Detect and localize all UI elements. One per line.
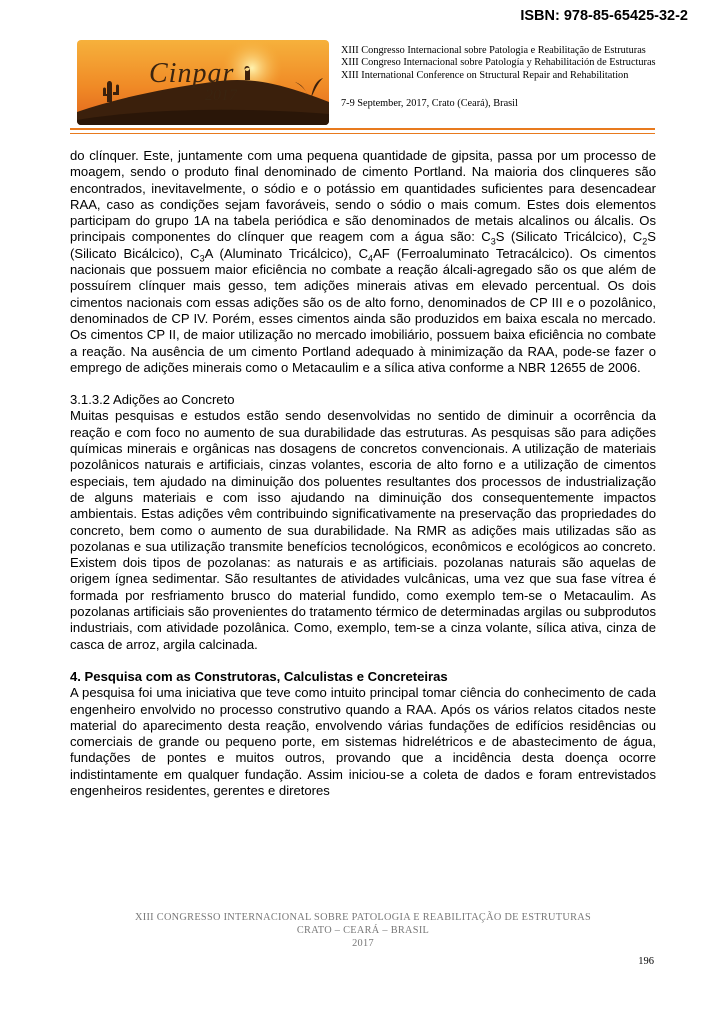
paragraph-additions: Muitas pesquisas e estudos estão sendo desenvolvidas no sentido de diminuir a ocorrência da reação e com foco no aumento de sua durabilidade das estruturas. As pesquisas são para adições químicas minerais e orgânicas nas dosagens de concretos convencionais. A utilização de materiais pozolânicos naturais e artificiais, cinzas volantes, escoria de alto forno e a utilização de cimentos especiais, tem ajudado na diminuição dos poluentes resultantes dos processos de industrialização de alguns materiais e com isso ajudando na diminuição dos consequentemente impactos ambientais. Estas adições vêm contribuindo significativamente na preservação das propriedades do concreto, bem como o aumento de sua durabilidade. Na RMR as adições mais utilizadas são as pozolanas e sua utilização transmite benefícios tecnológicos, econômicos e ecológicos ao concreto. Existem dois tipos de pozolanas: as naturais e as artificiais. pozolanas naturais são aquelas de origem ígnea sedimentar. São resultantes de atividades vulcânicas, uma vez que sua fase vítrea é formada por resfriamento brusco do material fundido, como exemplo tem-se o Metacaulim. As pozolanas artificiais são provenientes do tratamento térmico de determinadas argilas ou subprodutos industriais, com atividade pozolânica. Como, exemplo, tem-se a cinza volante, sílica ativa, cinza de casca de arroz, argila calcinada. (70, 408, 656, 652)
conference-name-pt: XIII Congresso Internacional sobre Patologia e Reabilitação de Estruturas (341, 45, 646, 56)
conference-date: 7-9 September, 2017, Crato (Ceará), Brasil (341, 98, 518, 109)
conference-name-es: XIII Congreso Internacional sobre Patología y Rehabilitación de Estructuras (341, 57, 656, 69)
paragraph-cement-composition: do clínquer. Este, juntamente com uma pequena quantidade de gipsita, passa por um processo de moagem, sendo o produto final denominado de cimento Portland. Na maioria dos clinqueres são encontrados, inevitavelmente, o sódio e o potássio em quantidades suficientes para desencadear RAA, caso as condições sejam favoráveis, sendo o sódio o mais comum. Estes dois elementos participam do grupo 1A na tabela periódica e são denominados de metais alcalinos ou álcalis. Os principais componentes do clínquer que reagem com a água são: $C_3S$ (Silicato Tricálcico), $C_2S$ (Silicato Bicálcico), $C_3A$ (Aluminato Tricálcico), $C_4AF$ (Ferroaluminato Tetracálcico). Os cimentos nacionais que possuem maior eficiência no combate a reação álcali-agregado são os que além de possuírem clínquer mais gesso, tem adições minerais ativas em elevado percentual. Os dois cimentos nacionais com essas adições são os de alto forno, denominados de CP III e o pozolânico, denominados de CP IV. Porém, esses cimentos ainda são produzidos em baixa escala no mercado. Os cimentos CP II, de maior utilização no mercado imobiliário, possuem baixa eficiência no combate a reação. Na ausência de um cimento Portland adequado à minimização da RAA, pode-se fazer o emprego de adições minerais como o Metacaulim e a sílica ativa conforme a NBR 12655 de 2006. (70, 148, 656, 375)
conference-names (341, 45, 656, 82)
page-footer (70, 911, 656, 950)
footer-congress: XIII CONGRESSO INTERNACIONAL SOBRE PATOLOGIA E REABILITAÇÃO DE ESTRUTURAS (134, 912, 592, 923)
section-title-additions: 3.1.3.2 Adições ao Concreto (70, 392, 235, 408)
header-divider (70, 128, 655, 130)
section-heading-research: 4. Pesquisa com as Construtoras, Calculistas e Concreteiras (70, 668, 448, 684)
conference-name-en: XIII International Conference on Structural Repair and Rehabilitation (341, 69, 629, 81)
conference-logo (77, 40, 329, 125)
header-divider-thin (70, 133, 655, 134)
footer-location: CRATO – CEARÁ – BRASIL (296, 925, 430, 936)
page-body (70, 148, 656, 799)
footer-year: 2017 (352, 938, 374, 949)
logo-year: 2017 (205, 87, 237, 104)
isbn-label: ISBN: 978-85-65425-32-2 (520, 8, 688, 24)
page-number: 196 (638, 956, 654, 967)
paragraph-research: A pesquisa foi uma iniciativa que teve como intuito principal tomar ciência do conhecimento de cada engenheiro envolvido no processo construtivo quando a RAA. Após os vários relatos citados neste material do aparecimento desta reação, envolvendo várias fundações de edifícios residências ou comerciais de grande ou pequeno porte, em sistemas hidrelétricos e de abastecimento de água, fundações de pontes e muitos outros, provando que a incidência desta doença ocorre indistintamente em qualquer fundação. Assim iniciou-se a coleta de dados e foram entrevistados engenheiros residentes, gerentes e diretores (70, 685, 656, 798)
logo-wordmark: Cinpar (149, 58, 235, 89)
